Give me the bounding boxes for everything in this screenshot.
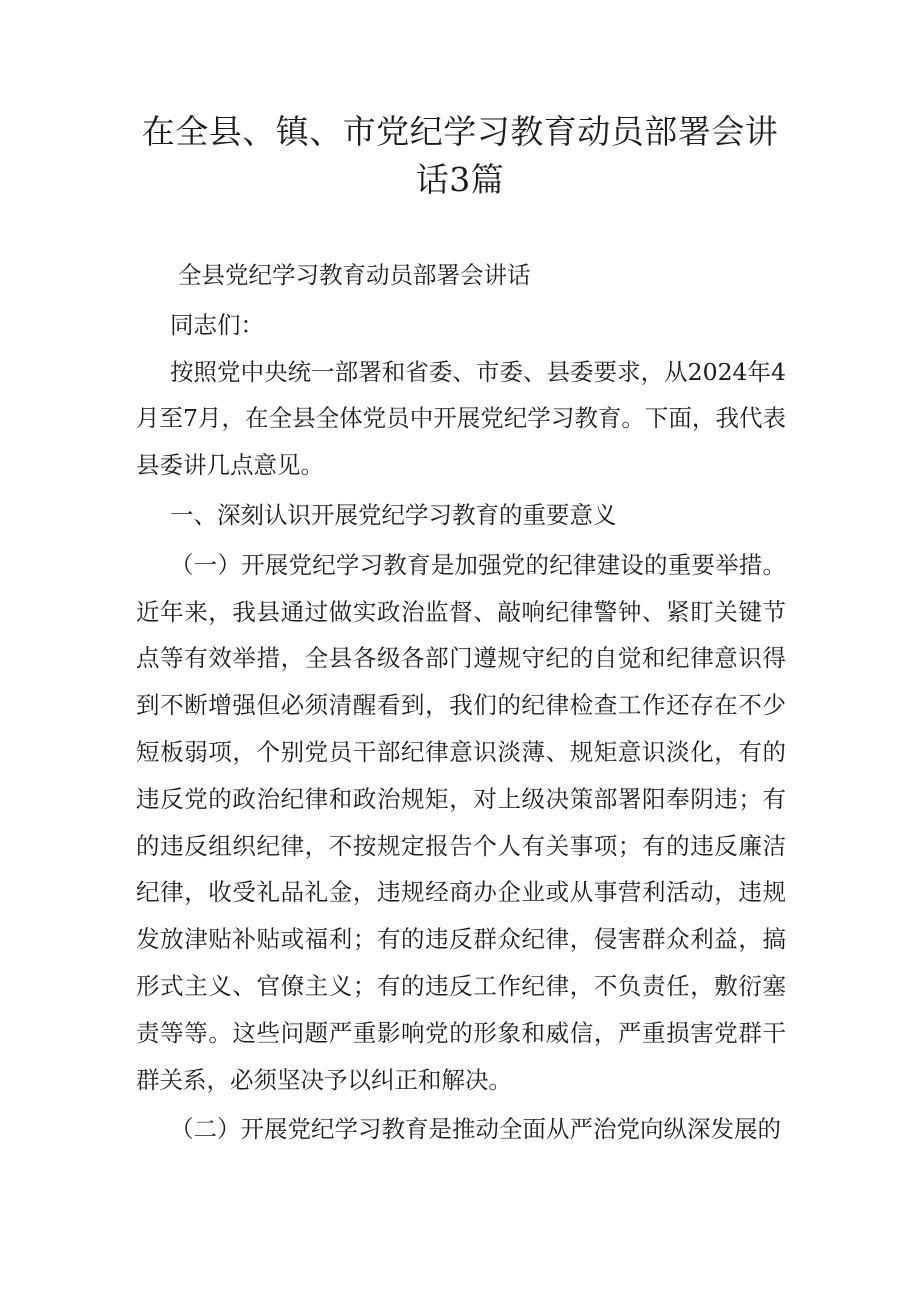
speech-subtitle: 全县党纪学习教育动员部署会讲话: [178, 261, 531, 289]
paragraph-intro: 按照党中央统一部署和省委、市委、县委要求，从2024年4月至7月，在全县全体党员中开展党纪学习教育。下面，我代表县委讲几点意见。: [136, 357, 786, 480]
document-body: [136, 252, 786, 1153]
document-title: [130, 108, 790, 204]
section-heading-1: 一、深刻认识开展党纪学习教育的重要意义: [170, 500, 617, 529]
document-title-line2: 话3篇: [415, 160, 505, 199]
document-title-line1: 在全县、镇、市党纪学习教育动员部署会讲: [141, 112, 779, 151]
salutation: 同志们：: [170, 310, 264, 339]
paragraph-section-1-1: （一）开展党纪学习教育是加强党的纪律建设的重要举措。近年来，我县通过做实政治监督、敲响纪律警钟、紧盯关键节点等有效举措，全县各级各部门遵规守纪的自觉和纪律意识得到不断增强但必须清醒看到，我们的纪律检查工作还存在不少短板弱项，个别党员干部纪律意识淡薄、规矩意识淡化，有的违反党的政治纪律和政治规矩，对上级决策部署阳奉阴违；有的违反组织纪律，不按规定报告个人有关事项；有的违反廉洁纪律，收受礼品礼金，违规经商办企业或从事营利活动，违规发放津贴补贴或福利；有的违反群众纪律，侵害群众利益，搞形式主义、官僚主义；有的违反工作纪律，不负责任，敷衍塞责等等。这些问题严重影响党的形象和威信，严重损害党群干群关系，必须坚决予以纠正和解决。: [136, 550, 786, 1094]
paragraph-section-1-2: （二）开展党纪学习教育是推动全面从严治党向纵深发展的: [170, 1115, 781, 1144]
